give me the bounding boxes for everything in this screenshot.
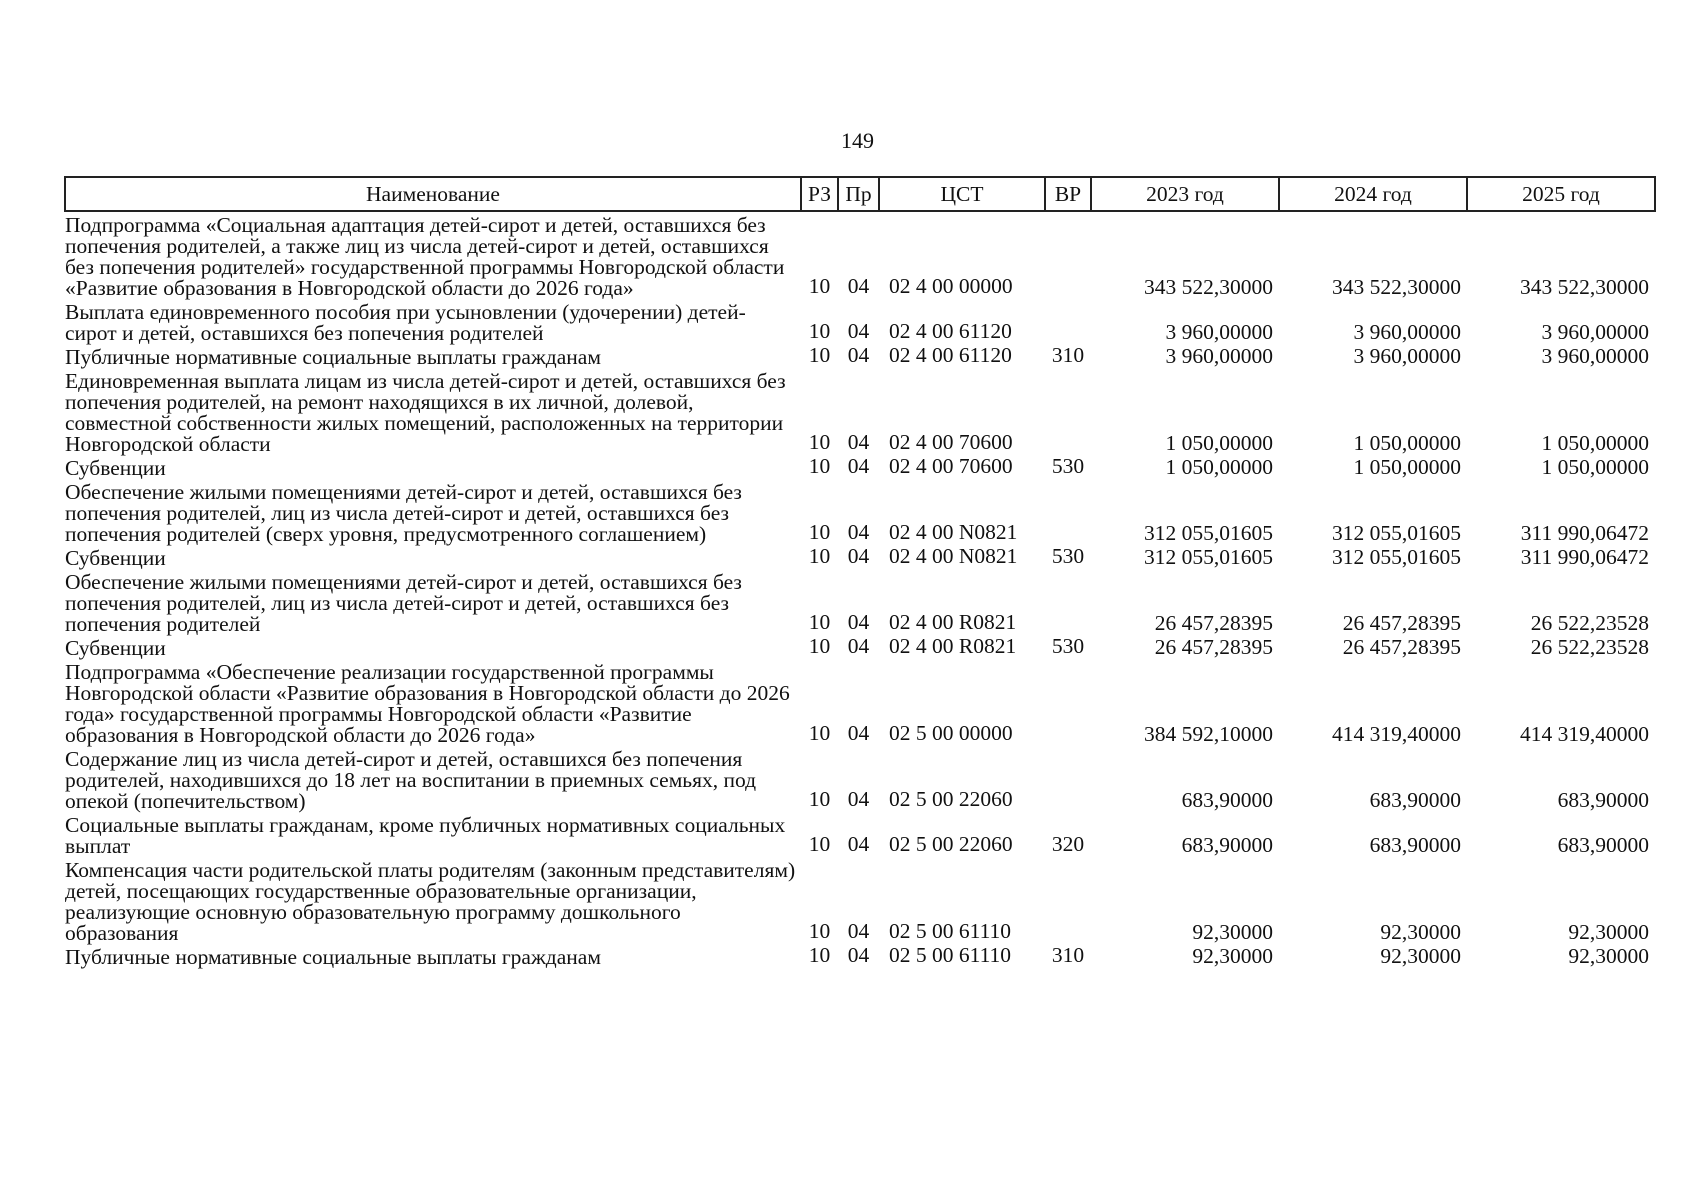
row-amount-2025: 1 050,00000 [1541, 431, 1649, 455]
table-row [65, 299, 1655, 344]
row-rz: 10 [808, 787, 831, 811]
table-row [65, 857, 1655, 944]
row-vr [1045, 857, 1091, 944]
table-row [65, 455, 1655, 479]
row-name: Публичные нормативные социальные выплаты гражданам [65, 945, 601, 969]
row-amount-2025: 3 960,00000 [1541, 320, 1649, 344]
page-number: 149 [841, 128, 874, 153]
row-amount-2024: 1 050,00000 [1353, 455, 1461, 479]
row-rz: 10 [808, 610, 831, 634]
row-rz: 10 [808, 634, 831, 658]
row-amount-2023: 3 960,00000 [1165, 344, 1273, 368]
row-rz: 10 [808, 919, 831, 943]
row-vr [1045, 479, 1091, 545]
header-name: Наименование [65, 177, 801, 211]
header-2025: 2025 год [1467, 177, 1655, 211]
row-amount-2025: 3 960,00000 [1541, 344, 1649, 368]
header-pr: Пр [838, 177, 879, 211]
row-amount-2024: 683,90000 [1369, 788, 1461, 812]
row-name: Компенсация части родительской платы родителям (законным представителям) детей, посещающих государственные образовательные организации, реализующие основную образовательную программу дошкольного образования [65, 858, 796, 945]
row-amount-2023: 1 050,00000 [1165, 431, 1273, 455]
row-name: Обеспечение жилыми помещениями детей-сирот и детей, оставшихся без попечения родителей, лиц из числа детей-сирот и детей, оставшихся без попечения родителей (сверх уровня, предусмотренного соглашением) [65, 480, 742, 546]
table-row [65, 545, 1655, 569]
row-rz: 10 [808, 430, 831, 454]
row-name: Субвенции [65, 546, 166, 570]
row-vr [1045, 299, 1091, 344]
row-amount-2024: 3 960,00000 [1353, 320, 1461, 344]
row-name: Подпрограмма «Социальная адаптация детей-сирот и детей, оставшихся без попечения родителей, а также лиц из числа детей-сирот и детей, оставшихся без попечения родителей» государственной программы Новгородской области «Развитие образования в Новгородской области до 2026 года» [65, 213, 785, 300]
row-amount-2025: 26 522,23528 [1530, 611, 1649, 635]
table-row [65, 659, 1655, 746]
row-name: Единовременная выплата лицам из числа детей-сирот и детей, оставшихся без попечения родителей, на ремонт находящихся в их личной, долевой, совместной собственности жилых помещений, расположенных на территории Новгородской области [65, 369, 786, 456]
row-cst: 02 4 00 N0821 [889, 520, 1018, 544]
table-row [65, 812, 1655, 857]
row-amount-2023: 92,30000 [1192, 920, 1273, 944]
row-amount-2025: 92,30000 [1568, 944, 1649, 968]
row-cst: 02 5 00 22060 [889, 832, 1013, 856]
row-vr: 530 [1051, 544, 1085, 568]
row-vr: 530 [1051, 634, 1085, 658]
row-amount-2024: 414 319,40000 [1332, 722, 1461, 746]
row-amount-2023: 92,30000 [1192, 944, 1273, 968]
row-vr [1045, 211, 1091, 299]
row-amount-2025: 414 319,40000 [1520, 722, 1649, 746]
row-amount-2024: 92,30000 [1380, 920, 1461, 944]
row-cst: 02 4 00 61120 [889, 343, 1012, 367]
header-cst: ЦСТ [879, 177, 1045, 211]
row-name: Подпрограмма «Обеспечение реализации государственной программы Новгородской области «Развитие образования в Новгородской области до 2026 года» государственной программы Новгородской области «Развитие образования в Новгородской области до 2026 года» [65, 660, 790, 747]
row-vr: 320 [1051, 832, 1085, 856]
row-name: Публичные нормативные социальные выплаты гражданам [65, 345, 601, 369]
row-amount-2024: 312 055,01605 [1332, 545, 1461, 569]
header-rz: РЗ [801, 177, 838, 211]
row-cst: 02 4 00 70600 [889, 454, 1013, 478]
row-vr: 310 [1051, 343, 1085, 367]
row-cst: 02 4 00 61120 [889, 319, 1012, 343]
row-name: Субвенции [65, 636, 166, 660]
row-pr: 04 [847, 430, 870, 454]
row-name: Субвенции [65, 456, 166, 480]
row-pr: 04 [847, 274, 870, 298]
row-rz: 10 [808, 454, 831, 478]
row-cst: 02 4 00 R0821 [889, 634, 1017, 658]
row-name: Содержание лиц из числа детей-сирот и детей, оставшихся без попечения родителей, находившихся до 18 лет на воспитании в приемных семьях, под опекой (попечительством) [65, 747, 757, 813]
row-pr: 04 [847, 520, 870, 544]
row-amount-2023: 683,90000 [1181, 833, 1273, 857]
table-row [65, 211, 1655, 299]
row-amount-2024: 1 050,00000 [1353, 431, 1461, 455]
row-pr: 04 [847, 319, 870, 343]
budget-table [64, 176, 1656, 968]
row-pr: 04 [847, 454, 870, 478]
table-row [65, 569, 1655, 635]
row-amount-2024: 26 457,28395 [1342, 611, 1461, 635]
row-amount-2025: 92,30000 [1568, 920, 1649, 944]
row-amount-2025: 311 990,06472 [1520, 545, 1649, 569]
row-rz: 10 [808, 274, 831, 298]
row-name: Социальные выплаты гражданам, кроме публичных нормативных социальных выплат [65, 813, 786, 858]
row-name: Обеспечение жилыми помещениями детей-сирот и детей, оставшихся без попечения родителей, лиц из числа детей-сирот и детей, оставшихся без попечения родителей [65, 570, 742, 636]
header-2024: 2024 год [1279, 177, 1467, 211]
row-amount-2024: 343 522,30000 [1332, 275, 1461, 299]
row-pr: 04 [847, 610, 870, 634]
row-vr: 310 [1051, 943, 1085, 967]
row-vr [1045, 368, 1091, 455]
row-vr: 530 [1051, 454, 1085, 478]
row-amount-2025: 343 522,30000 [1520, 275, 1649, 299]
row-vr [1045, 659, 1091, 746]
table-row [65, 368, 1655, 455]
row-name: Выплата единовременного пособия при усыновлении (удочерении) детей-сирот и детей, оставшихся без попечения родителей [65, 300, 746, 345]
row-cst: 02 4 00 70600 [889, 430, 1013, 454]
row-amount-2024: 312 055,01605 [1332, 521, 1461, 545]
row-pr: 04 [847, 343, 870, 367]
row-amount-2023: 1 050,00000 [1165, 455, 1273, 479]
row-rz: 10 [808, 544, 831, 568]
row-cst: 02 4 00 R0821 [889, 610, 1017, 634]
row-cst: 02 4 00 N0821 [889, 544, 1018, 568]
row-rz: 10 [808, 343, 831, 367]
row-pr: 04 [847, 544, 870, 568]
row-amount-2025: 311 990,06472 [1520, 521, 1649, 545]
row-amount-2023: 312 055,01605 [1144, 545, 1273, 569]
row-rz: 10 [808, 832, 831, 856]
row-rz: 10 [808, 319, 831, 343]
header-2023: 2023 год [1091, 177, 1279, 211]
row-pr: 04 [847, 787, 870, 811]
row-amount-2023: 312 055,01605 [1144, 521, 1273, 545]
row-rz: 10 [808, 943, 831, 967]
row-rz: 10 [808, 520, 831, 544]
header-row [65, 177, 1655, 211]
header-vr: ВР [1045, 177, 1091, 211]
row-pr: 04 [847, 634, 870, 658]
row-amount-2023: 26 457,28395 [1154, 635, 1273, 659]
row-cst: 02 5 00 61110 [889, 943, 1012, 967]
row-amount-2025: 683,90000 [1557, 833, 1649, 857]
row-amount-2024: 3 960,00000 [1353, 344, 1461, 368]
table-row [65, 944, 1655, 968]
row-rz: 10 [808, 721, 831, 745]
row-pr: 04 [847, 721, 870, 745]
row-vr [1045, 569, 1091, 635]
row-cst: 02 5 00 61110 [889, 919, 1012, 943]
row-amount-2023: 384 592,10000 [1144, 722, 1273, 746]
row-amount-2024: 92,30000 [1380, 944, 1461, 968]
row-amount-2023: 343 522,30000 [1144, 275, 1273, 299]
table-header [65, 177, 1655, 211]
row-amount-2023: 26 457,28395 [1154, 611, 1273, 635]
row-amount-2025: 26 522,23528 [1530, 635, 1649, 659]
table-row [65, 344, 1655, 368]
row-amount-2024: 683,90000 [1369, 833, 1461, 857]
row-pr: 04 [847, 919, 870, 943]
table-row [65, 479, 1655, 545]
row-cst: 02 5 00 22060 [889, 787, 1013, 811]
row-pr: 04 [847, 832, 870, 856]
row-amount-2025: 1 050,00000 [1541, 455, 1649, 479]
table-row [65, 746, 1655, 812]
row-amount-2023: 3 960,00000 [1165, 320, 1273, 344]
row-vr [1045, 746, 1091, 812]
table-body [65, 211, 1655, 968]
row-amount-2023: 683,90000 [1181, 788, 1273, 812]
row-pr: 04 [847, 943, 870, 967]
row-amount-2025: 683,90000 [1557, 788, 1649, 812]
table-row [65, 635, 1655, 659]
row-cst: 02 5 00 00000 [889, 721, 1013, 745]
row-amount-2024: 26 457,28395 [1342, 635, 1461, 659]
row-cst: 02 4 00 00000 [889, 274, 1013, 298]
